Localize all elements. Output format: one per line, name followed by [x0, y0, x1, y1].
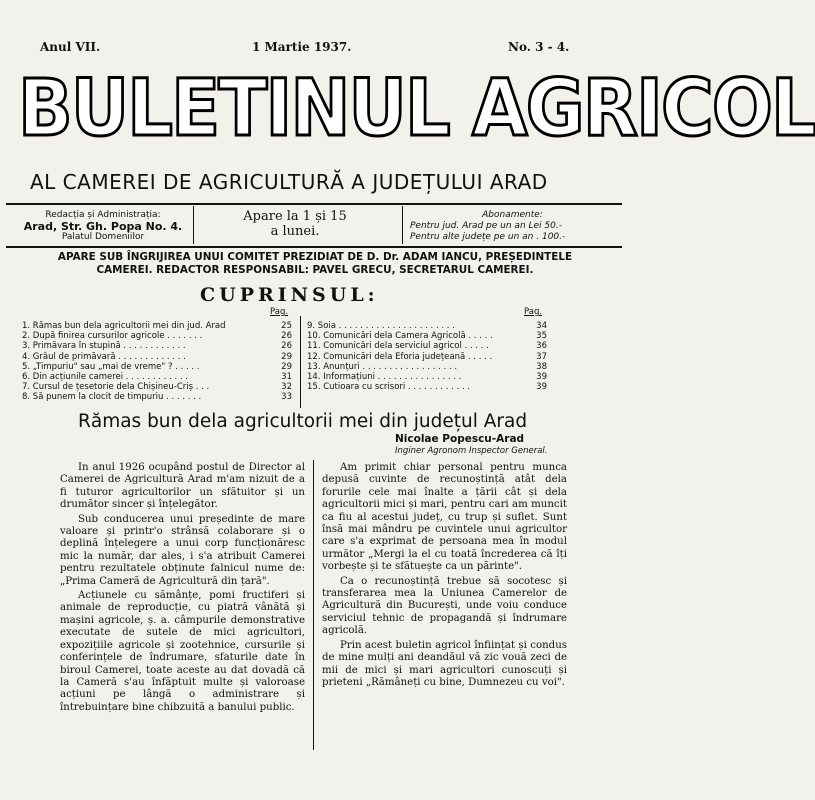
toc-item: 12. Comunicări dela Eforia județeană . . . . . 37 [307, 351, 547, 362]
article-column-right [322, 462, 567, 689]
divider [300, 316, 301, 408]
masthead-subtitle: AL CAMEREI DE AGRICULTURĂ A JUDEȚULUI ARAD [30, 170, 548, 194]
divider [193, 206, 194, 244]
article-author-title: Inginer Agronom Inspector General. [395, 446, 548, 456]
article-column-left [60, 462, 305, 714]
divider [313, 460, 314, 750]
toc-page-label: Pag. [270, 307, 289, 317]
divider [402, 206, 403, 244]
editorial-office: Redacția și Administrația: Arad, Str. Gh. Popa No. 4. Palatul Domeniilor [23, 210, 183, 242]
toc-title: CUPRINSUL: [200, 284, 379, 306]
article-paragraph: Prin acest buletin agricol înființat și condus de mine mulți ani deandăul vă zic vouă zeci de mii de mici și mari agricultori cunoscuți și prieteni „Rămâneți cu bine, Dumnezeu cu voi". [322, 639, 567, 688]
article-paragraph: Sub conducerea unui președinte de mare valoare și printr'o strânsă colaborare și o deplină înțelegere a unui corp funcționăresc mic la număr, dar ales, i s'a atribuit Camerei pentru rezultatele obținute falnicul nume de: „Prima Cameră de Agricultură din țară". [60, 513, 305, 587]
toc-item: 1. Rămas bun dela agricultorii mei din jud. Arad 25 [22, 321, 292, 331]
toc-item: 15. Cutioara cu scrisori . . . . . . . . . . . . 39 [307, 382, 547, 393]
toc-item: 13. Anunțuri . . . . . . . . . . . . . . . . . . 38 [307, 361, 547, 372]
subscriptions: Abonamente: Pentru jud. Arad pe un an Lei 50.- Pentru alte județe pe un an . 100.- [410, 210, 566, 242]
editorial-note: APARE SUB ÎNGRIJIREA UNUI COMITET PREZIDIAT DE D. Dr. ADAM IANCU, PREȘEDINTELE CAMEREI. REDACTOR RESPONSABIL: PAVEL GRECU, SECRETARUL CAMEREI. [57, 251, 573, 276]
toc-item: 10. Comunicări dela Camera Agricolă . . . . . 35 [307, 331, 547, 342]
publication-frequency: Apare la 1 și 15 a lunei. [243, 209, 347, 239]
article-paragraph: In anul 1926 ocupând postul de Director al Camerei de Agricultură Arad m'am nizuit de a fi tuturor agricultorilor un sfătuitor și un drumător sincer și înțelegător. [60, 462, 305, 511]
toc-page-label: Pag. [524, 307, 543, 317]
toc-item: 4. Grâul de primăvară . . . . . . . . . . . . . 29 [22, 351, 292, 362]
article-author: Nicolae Popescu-Arad [395, 433, 525, 445]
article-paragraph: Acțiunele cu sămânțe, pomi fructiferi și animale de reproducție, cu piatră vânătă și mașini agricole, ș. a. câmpurile demonstrative executate de sutele de mici agricultori, expozițiile agricole și zootehnice, cursurile și conferințele de îndrumare, sfaturile date în biroul Camerei, toate aceste au dat dovadă că la Cameră s'au înfăptuit multe și valoroase acțiuni pe lângă o administrare și întrebuințare bine chibzuită a banului public. [60, 590, 305, 713]
toc-item: 8. Să punem la clocit de timpuriu . . . . . . . 33 [22, 392, 292, 403]
toc-item: 11. Comunicări dela serviciul agricol . . . . . 36 [307, 341, 547, 352]
article-paragraph: Ca o recunoștință trebue să socotesc și transferarea mea la Uniunea Camerelor de Agricultură din București, unde voiu conduce serviciul tehnic de propagandă și îndrumare agricolă. [322, 575, 567, 637]
divider [6, 246, 622, 248]
toc-left-column [22, 321, 292, 403]
toc-item: 2. După finirea cursurilor agricole . . . . . . . 26 [22, 331, 292, 342]
toc-item: 6. Din acțiunile camerei . . . . . . . . . . . . 31 [22, 372, 292, 383]
volume-label: Anul VII. [40, 40, 101, 54]
masthead-title: BULETINUL AGRICOL [18, 64, 815, 154]
toc-item: 3. Primăvara în stupină . . . . . . . . . . . . 26 [22, 341, 292, 352]
article-paragraph: Am primit chiar personal pentru munca depusă cuvinte de recunoștință atât dela forurile cele mai înalte a țării cât și dela agricultorii mici și mari, pentru cari am muncit ca fiu al acestui județ, cu trup și suflet. Sunt însă mai mândru pe cuvintele unui agricultor care s'a exprimat de persoana mea în modul următor „Mergi la el cu toată încrederea că îți vorbește și te sfătuește ca un părinte". [322, 462, 567, 573]
toc-item: 5. „Timpuriu" sau „mai de vreme" ? . . . . . 29 [22, 361, 292, 372]
article-headline: Rămas bun dela agricultorii mei din județul Arad [78, 411, 528, 432]
toc-item: 9. Soia . . . . . . . . . . . . . . . . . . . . . . 34 [307, 321, 547, 331]
toc-right-column [307, 321, 547, 392]
divider [6, 203, 622, 205]
issue-date: 1 Martie 1937. [252, 40, 352, 54]
issue-number: No. 3 - 4. [508, 40, 570, 54]
toc-item: 7. Cursul de țesetorie dela Chișineu-Criș . . . 32 [22, 382, 292, 393]
toc-item: 14. Informațiuni . . . . . . . . . . . . . . . . 39 [307, 372, 547, 383]
